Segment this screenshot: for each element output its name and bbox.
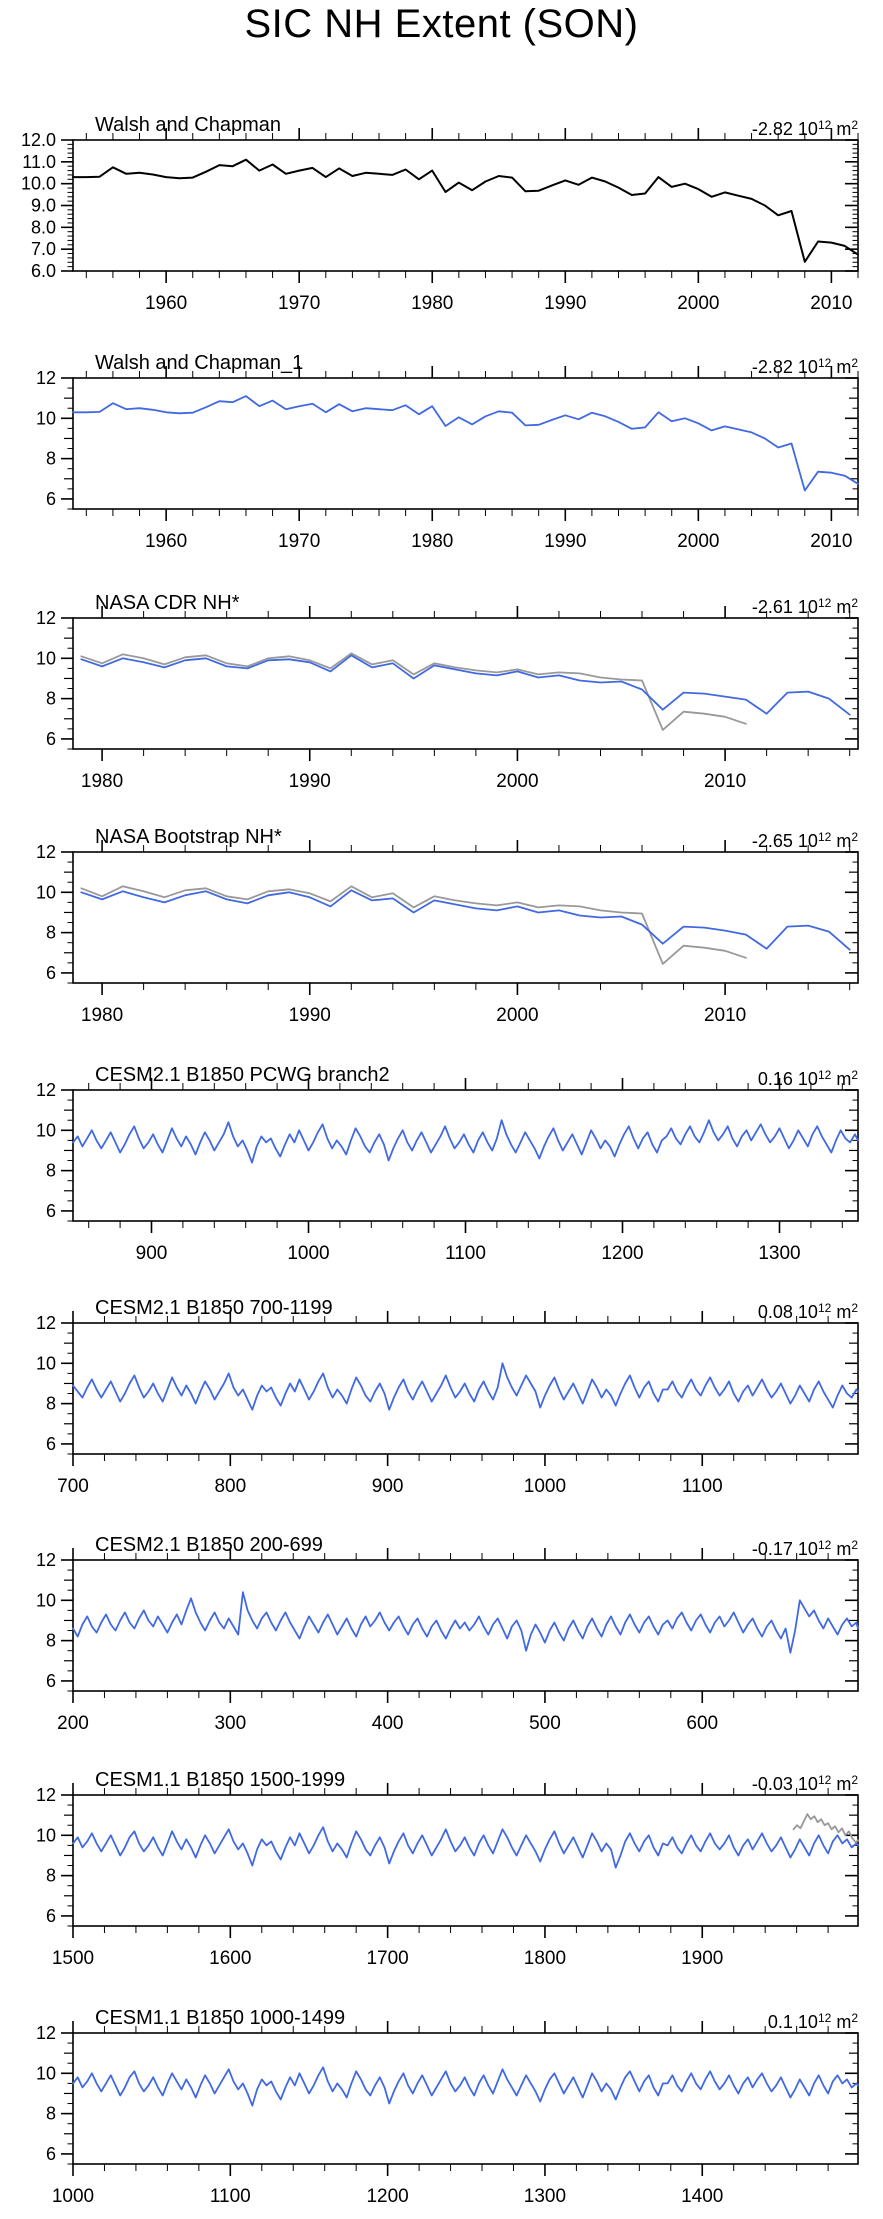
cesm21-200-699-chart [0, 1536, 883, 1746]
cesm11-1000-1499-chart [0, 2009, 883, 2219]
x-tick-label: 1000 [287, 1243, 330, 1264]
x-tick-label: 1200 [601, 1243, 644, 1264]
plot-frame [73, 1323, 858, 1454]
y-tick-label: 8 [45, 1160, 56, 1181]
y-tick-label: 12 [35, 1785, 56, 1805]
series-blue-line [73, 396, 858, 490]
y-tick-label: 6 [45, 2143, 56, 2164]
x-tick-label: 1400 [681, 2186, 724, 2207]
y-tick-label: 10 [35, 648, 56, 669]
panel-title: CESM1.1 B1850 1500-1999 [95, 1769, 346, 1791]
y-tick-label: 12.0 [20, 130, 56, 150]
x-tick-label: 2000 [496, 1005, 539, 1026]
y-tick-label: 6 [45, 1670, 56, 1691]
x-tick-label: 1990 [544, 293, 587, 314]
x-tick-label: 1300 [758, 1243, 801, 1264]
x-tick-label: 600 [686, 1713, 719, 1734]
panel-title: CESM1.1 B1850 1000-1499 [95, 2007, 346, 2029]
panel-title: Walsh and Chapman [95, 114, 282, 136]
trend-value: 0.08 $10^{12}$ $m^2$ [757, 1301, 858, 1322]
trend-value: -2.65 $10^{12}$ $m^2$ [751, 830, 858, 851]
panel-title: CESM2.1 B1850 PCWG branch2 [95, 1064, 390, 1086]
x-tick-label: 1100 [681, 1476, 723, 1497]
plot-frame [73, 852, 858, 983]
x-tick-label: 1980 [80, 771, 124, 792]
x-tick-label: 1600 [209, 1948, 252, 1969]
x-tick-label: 900 [135, 1243, 168, 1264]
panel-nasa-cdr-nh [0, 566, 883, 824]
x-tick-label: 1990 [288, 1005, 331, 1026]
x-tick-label: 2010 [810, 293, 853, 314]
plot-frame [73, 378, 858, 509]
trend-value: -2.82 $10^{12}$ $m^2$ [751, 118, 858, 139]
series-gray-line [81, 886, 746, 964]
cesm11-1500-1999-chart [0, 1771, 883, 1981]
x-tick-label: 2000 [496, 771, 539, 792]
x-tick-label: 1000 [51, 2186, 95, 2207]
page-title: SIC NH Extent (SON) [244, 2, 639, 46]
trend-value: -0.03 $10^{12}$ $m^2$ [751, 1773, 858, 1794]
x-tick-label: 900 [371, 1476, 404, 1497]
nasa-cdr-nh-chart [0, 594, 883, 804]
y-tick-label: 8 [45, 448, 56, 469]
x-tick-label: 1970 [278, 531, 321, 552]
panel-title: CESM2.1 B1850 200-699 [95, 1534, 323, 1556]
x-tick-label: 1100 [445, 1243, 486, 1264]
x-tick-label: 500 [529, 1713, 561, 1734]
x-tick-label: 200 [57, 1713, 89, 1734]
y-tick-label: 6 [45, 1200, 56, 1221]
x-tick-label: 1100 [209, 2186, 251, 2207]
panel-title: Walsh and Chapman_1 [95, 352, 304, 374]
y-tick-label: 12 [35, 1313, 56, 1333]
x-tick-label: 2000 [677, 293, 720, 314]
x-tick-label: 1500 [51, 1948, 95, 1969]
y-tick-label: 10 [35, 1120, 56, 1141]
x-tick-label: 2010 [703, 771, 747, 792]
x-tick-label: 1990 [288, 771, 331, 792]
series-blue-line [73, 1120, 858, 1162]
y-tick-label: 8 [45, 688, 56, 709]
y-tick-label: 6 [45, 1433, 56, 1454]
series-blue-line [73, 2067, 858, 2105]
cesm21-700-1199-chart [0, 1299, 883, 1509]
y-tick-label: 8.0 [30, 217, 56, 238]
x-tick-label: 1000 [523, 1476, 567, 1497]
y-tick-label: 12 [35, 1080, 56, 1100]
panel-cesm21-200-699 [0, 1508, 883, 1766]
y-tick-label: 10 [35, 1353, 56, 1374]
panel-title: CESM2.1 B1850 700-1199 [95, 1297, 333, 1319]
x-tick-label: 400 [371, 1713, 404, 1734]
trend-value: 0.16 $10^{12}$ $m^2$ [757, 1068, 858, 1089]
y-tick-label: 6 [45, 488, 56, 509]
panel-title: NASA CDR NH* [95, 592, 240, 614]
y-tick-label: 8 [45, 1393, 56, 1414]
y-tick-label: 12 [35, 608, 56, 628]
series-blue-line [73, 1827, 858, 1867]
y-tick-label: 6 [45, 728, 56, 749]
series-blue-line [81, 890, 849, 949]
x-tick-label: 1800 [523, 1948, 567, 1969]
y-tick-label: 8 [45, 922, 56, 943]
y-tick-label: 10 [35, 1825, 56, 1846]
trend-value: -2.61 $10^{12}$ $m^2$ [751, 596, 858, 617]
panel-cesm11-1500-1999 [0, 1743, 883, 2001]
plot-frame [73, 1795, 858, 1926]
x-tick-label: 1980 [411, 531, 454, 552]
x-tick-label: 1960 [144, 531, 188, 552]
x-tick-label: 2000 [677, 531, 720, 552]
plot-frame [73, 618, 858, 749]
y-tick-label: 12 [35, 2023, 56, 2043]
series-gray-line [81, 653, 746, 730]
y-tick-label: 6.0 [30, 261, 56, 281]
x-tick-label: 1990 [544, 531, 587, 552]
x-tick-label: 1200 [366, 2186, 409, 2207]
y-tick-label: 12 [35, 842, 56, 862]
x-tick-label: 1980 [411, 293, 454, 314]
x-tick-label: 1300 [523, 2186, 567, 2207]
x-tick-label: 1900 [681, 1948, 724, 1969]
walsh-and-chapman-chart [0, 116, 883, 326]
plot-frame [73, 1090, 858, 1221]
panel-title: NASA Bootstrap NH* [95, 826, 282, 848]
nasa-bootstrap-nh-chart [0, 828, 883, 1038]
panel-walsh-and-chapman-1 [0, 326, 883, 584]
cesm21-pcwg-branch2-chart [0, 1066, 883, 1276]
x-tick-label: 2010 [810, 531, 853, 552]
y-tick-label: 11.0 [22, 151, 56, 172]
series-blue-line [73, 1592, 858, 1653]
x-tick-label: 2010 [703, 1005, 747, 1026]
trend-value: -0.17 $10^{12}$ $m^2$ [751, 1538, 858, 1559]
trend-value: -2.82 $10^{12}$ $m^2$ [751, 356, 858, 377]
y-tick-label: 7.0 [30, 239, 56, 260]
x-tick-label: 700 [57, 1476, 89, 1497]
y-tick-label: 8 [45, 2103, 56, 2124]
y-tick-label: 10 [35, 408, 56, 429]
y-tick-label: 6 [45, 962, 56, 983]
y-tick-label: 9.0 [30, 195, 56, 216]
series-blue-line [73, 1363, 858, 1409]
trend-value: 0.1 $10^{12}$ $m^2$ [767, 2011, 858, 2032]
panel-cesm21-pcwg-branch2 [0, 1038, 883, 1296]
x-tick-label: 1970 [278, 293, 321, 314]
y-tick-label: 10 [35, 1590, 56, 1611]
x-tick-label: 1960 [144, 293, 188, 314]
series-blue-line [81, 655, 849, 714]
plot-frame [73, 140, 858, 271]
x-tick-label: 300 [214, 1713, 247, 1734]
panel-walsh-and-chapman [0, 88, 883, 346]
y-tick-label: 10.0 [20, 173, 56, 194]
series-gray-line [794, 1814, 859, 1842]
y-tick-label: 6 [45, 1905, 56, 1926]
x-tick-label: 1980 [80, 1005, 124, 1026]
plot-frame [73, 2033, 858, 2164]
y-tick-label: 10 [35, 882, 56, 903]
series-black-line [73, 160, 858, 262]
x-tick-label: 1700 [366, 1948, 409, 1969]
panel-cesm21-700-1199 [0, 1271, 883, 1529]
y-tick-label: 8 [45, 1630, 56, 1651]
panel-nasa-bootstrap-nh [0, 800, 883, 1058]
panel-cesm11-1000-1499 [0, 1981, 883, 2219]
x-tick-label: 800 [214, 1476, 247, 1497]
y-tick-label: 8 [45, 1865, 56, 1886]
y-tick-label: 12 [35, 368, 56, 388]
y-tick-label: 10 [35, 2063, 56, 2084]
walsh-and-chapman-1-chart [0, 354, 883, 564]
y-tick-label: 12 [35, 1550, 56, 1570]
